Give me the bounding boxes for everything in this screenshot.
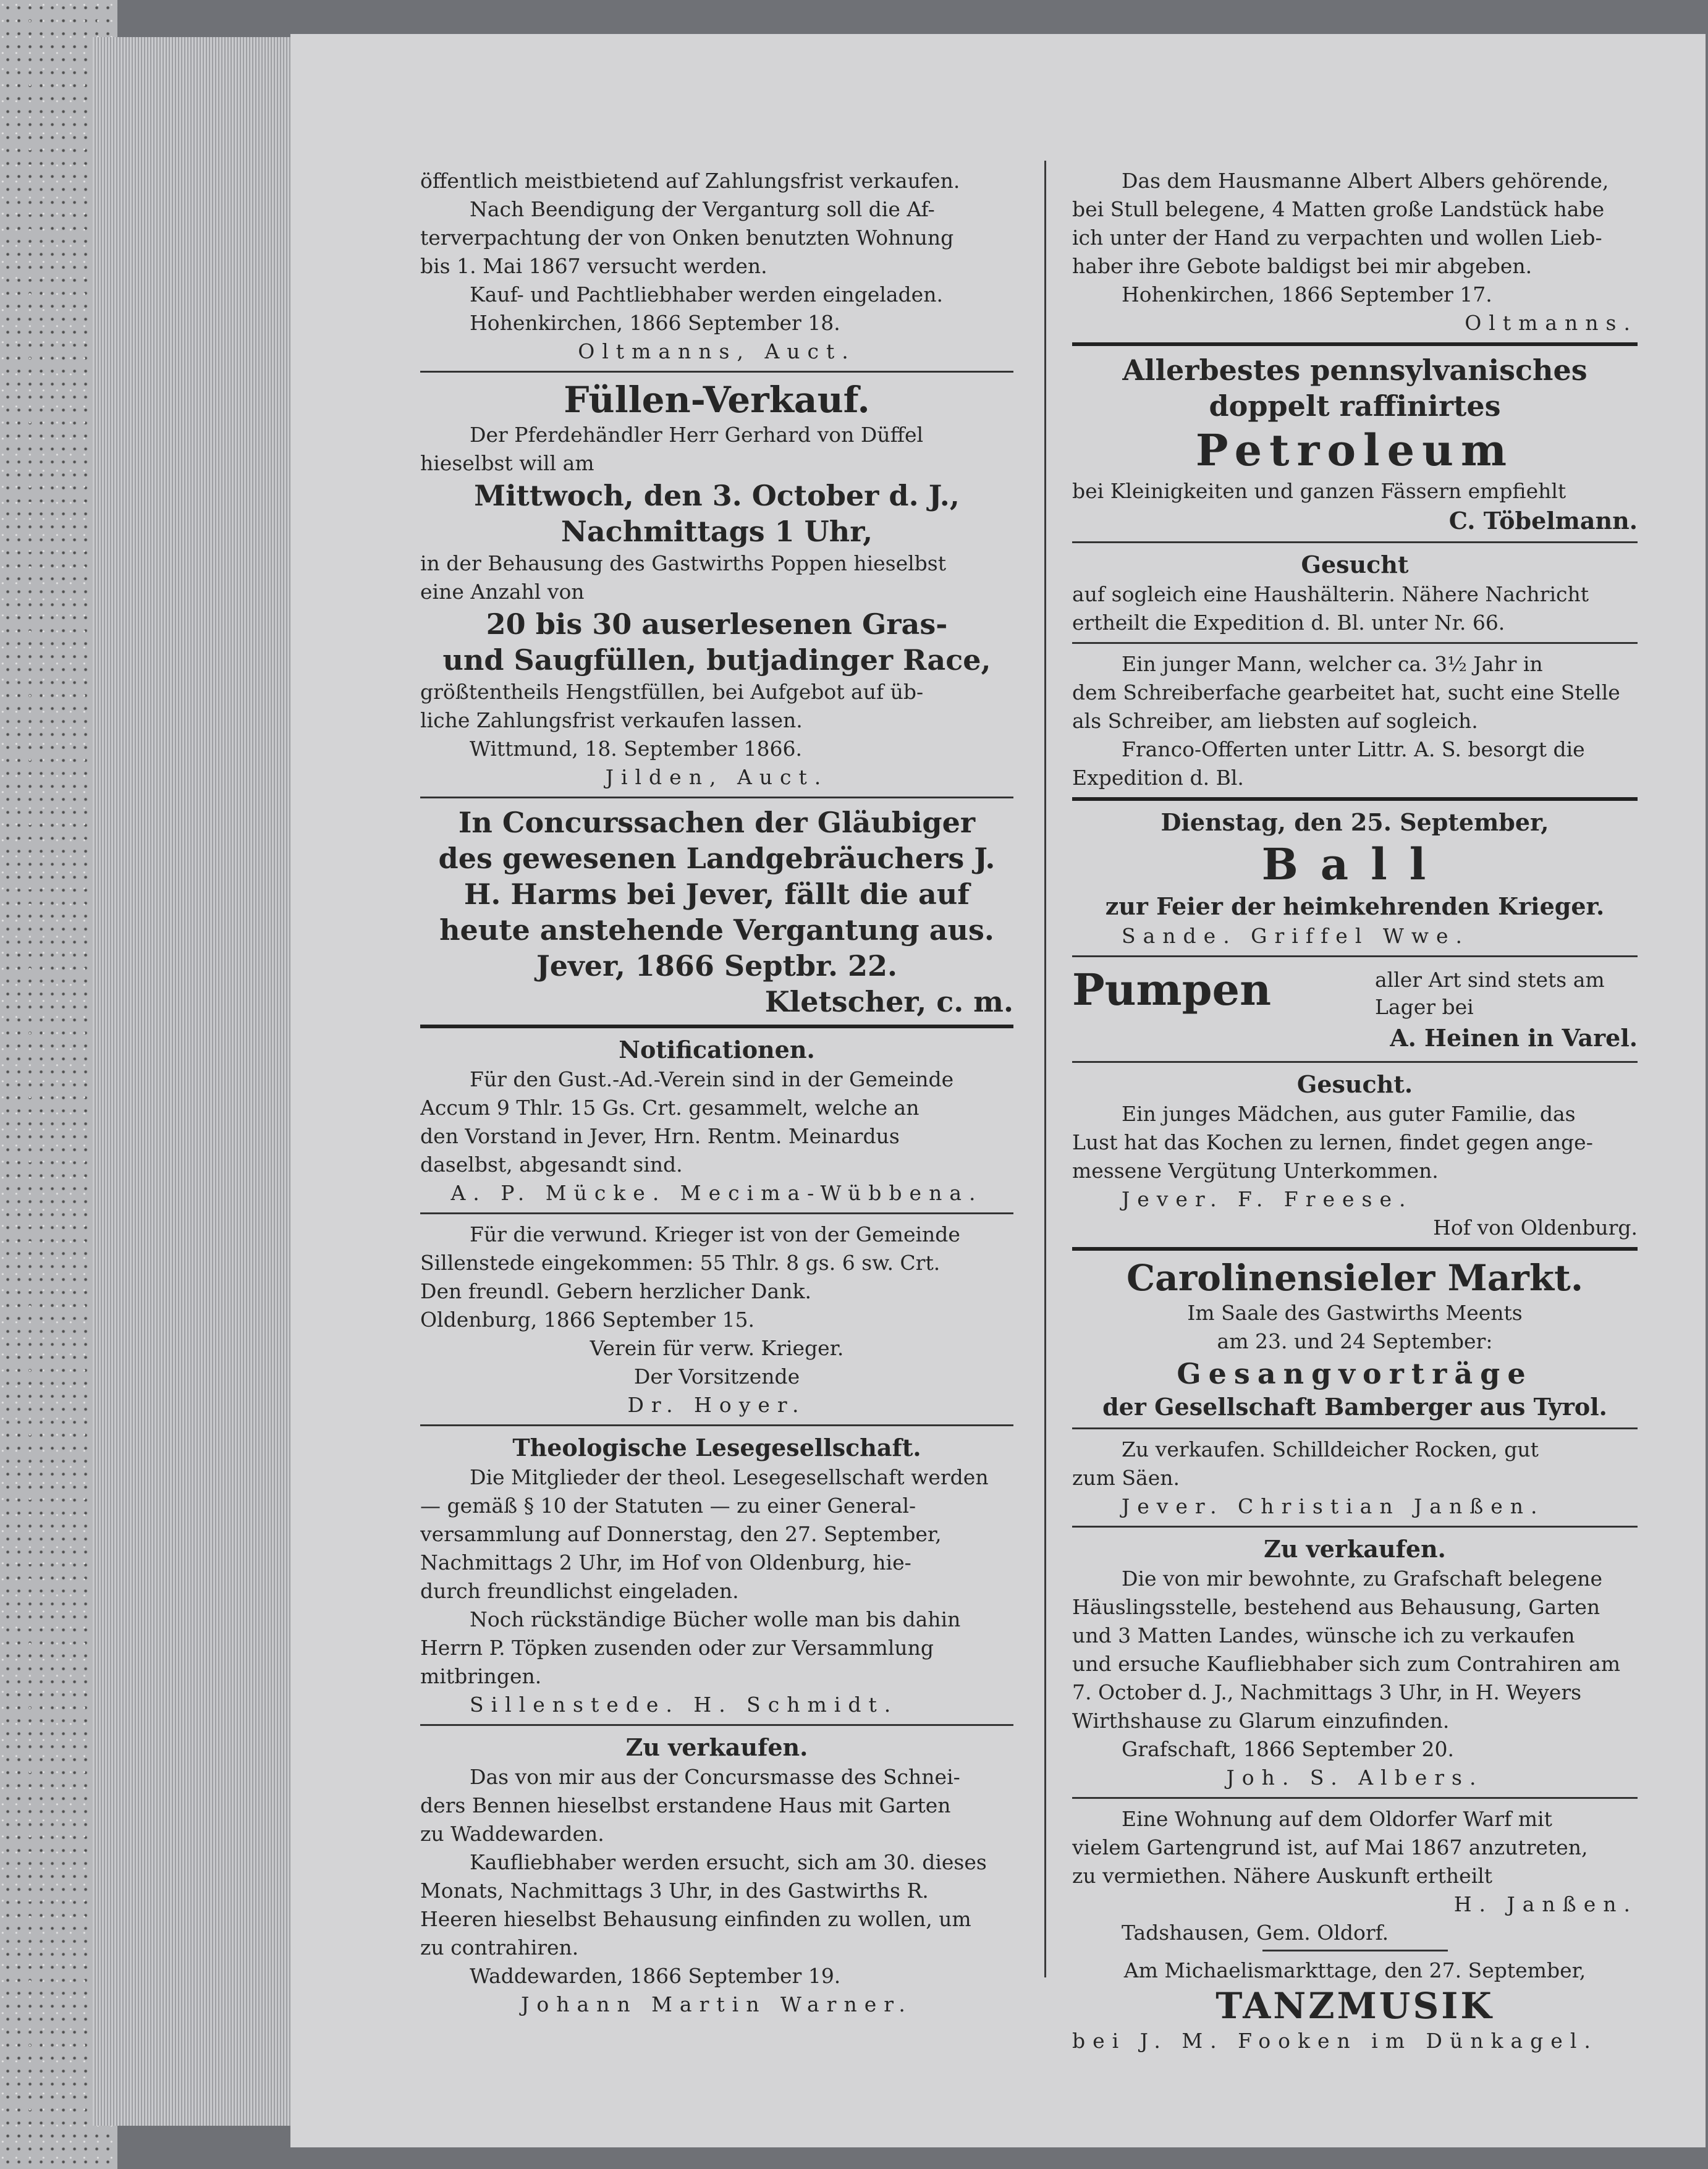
text-line: zu Waddewarden. xyxy=(420,1822,604,1846)
text-line: 7. October d. J., Nachmittags 3 Uhr, in H. Weyers xyxy=(1072,1680,1582,1704)
grafschaft-ad xyxy=(1072,1534,1638,1792)
text-line: Hohenkirchen, 1866 September 18. xyxy=(470,311,840,335)
text-line: bei Stull belegene, 4 Matten große Landstück habe xyxy=(1072,197,1605,221)
signature: H. Janßen. xyxy=(1453,1892,1638,1916)
product-name: Pumpen xyxy=(1072,964,1271,1015)
text-line: Heeren hieselbst Behausung einfinden zu wollen, um xyxy=(420,1907,971,1931)
right-column xyxy=(1072,167,1638,2055)
text-line: und ersuche Kaufliebhaber sich zum Contrahiren am xyxy=(1072,1652,1621,1676)
text-line: messene Vergütung Unterkommen. xyxy=(1072,1159,1439,1183)
text-line: Franco-Offerten unter Littr. A. S. besorgt die xyxy=(1122,737,1585,761)
text-line: Eine Wohnung auf dem Oldorfer Warf mit xyxy=(1122,1807,1552,1831)
text-line: Accum 9 Thlr. 15 Gs. Crt. gesammelt, welche an xyxy=(420,1096,920,1120)
continued-notice xyxy=(420,167,1013,366)
notifications xyxy=(420,1034,1013,1419)
headline: Jever, 1866 Septbr. 22. xyxy=(536,949,898,983)
text-line: aller Art sind stets am xyxy=(1375,968,1605,992)
signature: C. Töbelmann. xyxy=(1448,507,1638,535)
date-line: Dienstag, den 25. September, xyxy=(1161,808,1549,836)
text-line: Für die verwund. Krieger ist von der Gemeinde xyxy=(470,1222,960,1246)
text-line: Das dem Hausmanne Albert Albers gehörende, xyxy=(1122,169,1609,193)
separator xyxy=(420,1212,1013,1214)
headline: Allerbestes pennsylvanisches xyxy=(1122,353,1588,387)
headline: zur Feier der heimkehrenden Krieger. xyxy=(1105,892,1605,920)
text-line: öffentlich meistbietend auf Zahlungsfrist verkaufen. xyxy=(420,169,960,193)
signature: A. P. Mücke. Mecima-Wübbena. xyxy=(450,1181,983,1205)
separator xyxy=(420,797,1013,798)
tanzmusik-ad xyxy=(1072,1956,1638,2055)
text-line: Für den Gust.-Ad.-Verein sind in der Gemeinde xyxy=(470,1067,954,1091)
text-line: Tadshausen, Gem. Oldorf. xyxy=(1122,1921,1389,1945)
theologische-ad xyxy=(420,1432,1013,1719)
text-line: ertheilt die Expedition d. Bl. unter Nr. 66. xyxy=(1072,611,1505,635)
ball-ad xyxy=(1072,807,1638,950)
text-line: zu contrahiren. xyxy=(420,1935,579,1960)
text-line: ders Bennen hieselbst erstandene Haus mit Garten xyxy=(420,1793,951,1817)
text-line: Ein junger Mann, welcher ca. 3½ Jahr in xyxy=(1122,652,1543,676)
date-line: Mittwoch, den 3. October d. J., xyxy=(474,479,960,512)
headline: heute anstehende Vergantung aus. xyxy=(439,913,994,947)
text-line: Die von mir bewohnte, zu Grafschaft belegene xyxy=(1122,1566,1603,1591)
headline: der Gesellschaft Bamberger aus Tyrol. xyxy=(1102,1393,1607,1421)
headline: des gewesenen Landgebräuchers J. xyxy=(438,842,996,875)
separator xyxy=(420,1424,1013,1426)
text-line: Lager bei xyxy=(1375,995,1474,1019)
headline: In Concurssachen der Gläubiger xyxy=(458,806,976,839)
text-line: terverpachtung der von Onken benutzten Wohnung xyxy=(420,226,954,250)
text-line: eine Anzahl von xyxy=(420,580,585,604)
ad-title: Gesucht. xyxy=(1296,1070,1413,1098)
text-line: Ein junges Mädchen, aus guter Familie, das xyxy=(1122,1102,1576,1126)
petroleum-ad xyxy=(1072,352,1638,536)
gesucht-maedchen xyxy=(1072,1069,1638,1242)
signature: Oltmanns. xyxy=(1465,311,1638,335)
text-line: bis 1. Mai 1867 versucht werden. xyxy=(420,254,767,278)
text-line: zum Säen. xyxy=(1072,1466,1180,1490)
separator xyxy=(420,1025,1013,1028)
event-name: Ball xyxy=(1261,839,1448,890)
separator xyxy=(1072,342,1638,346)
text-line: Die Mitglieder der theol. Lesegesellschaft werden xyxy=(470,1465,989,1489)
text-line: Der Pferdehändler Herr Gerhard von Düffel xyxy=(470,423,924,447)
text-line: daselbst, abgesandt sind. xyxy=(420,1152,683,1177)
separator xyxy=(1072,797,1638,801)
time-line: Nachmittags 1 Uhr, xyxy=(560,515,873,548)
text-line: durch freundlichst eingeladen. xyxy=(420,1579,739,1603)
text-line: ich unter der Hand zu verpachten und wollen Lieb- xyxy=(1072,226,1602,250)
markt-ad xyxy=(1072,1257,1638,1423)
separator xyxy=(420,1724,1013,1726)
text-line: und 3 Matten Landes, wünsche ich zu verkaufen xyxy=(1072,1623,1575,1647)
text-line: — gemäß § 10 der Statuten — zu einer General- xyxy=(420,1494,916,1518)
text-line: als Schreiber, am liebsten auf sogleich. xyxy=(1072,709,1478,733)
text-line: Nach Beendigung der Verganturg soll die Af- xyxy=(470,197,935,221)
separator xyxy=(1072,955,1638,957)
signature: Oltmanns, Auct. xyxy=(578,339,856,363)
separator xyxy=(1072,1427,1638,1429)
signature: Jever. Christian Janßen. xyxy=(1122,1494,1545,1518)
left-column xyxy=(420,167,1013,2019)
separator xyxy=(1072,1247,1638,1251)
text-line: größtentheils Hengstfüllen, bei Aufgebot auf üb- xyxy=(420,680,924,704)
text-line: Lust hat das Kochen zu lernen, findet gegen ange- xyxy=(1072,1130,1593,1154)
text-line: Noch rückständige Bücher wolle man bis dahin xyxy=(470,1607,961,1631)
text-line: mitbringen. xyxy=(420,1664,542,1688)
headline: doppelt raffinirtes xyxy=(1209,389,1501,423)
ad-title: Gesucht xyxy=(1301,551,1409,578)
text-line: Waddewarden, 1866 September 19. xyxy=(470,1964,841,1988)
signature: A. Heinen in Varel. xyxy=(1390,1024,1638,1052)
text-line: am 23. und 24 September: xyxy=(1217,1329,1493,1353)
separator xyxy=(1072,1061,1638,1063)
column-divider xyxy=(1044,161,1046,1977)
text-line: vielem Gartengrund ist, auf Mai 1867 anzutreten, xyxy=(1072,1835,1588,1859)
page-stack xyxy=(93,37,297,2126)
text-line: Herrn P. Töpken zusenden oder zur Versammlung xyxy=(420,1636,934,1660)
signature: Kletscher, c. m. xyxy=(764,985,1013,1018)
text-line: Oldenburg, 1866 September 15. xyxy=(420,1308,755,1332)
separator xyxy=(1072,1526,1638,1528)
wohnung-ad xyxy=(1072,1805,1638,1947)
text-line: dem Schreiberfache gearbeitet hat, sucht eine Stelle xyxy=(1072,680,1620,704)
separator xyxy=(420,371,1013,373)
text-line: Nachmittags 2 Uhr, im Hof von Oldenburg, hie- xyxy=(420,1550,911,1575)
text-line: Grafschaft, 1866 September 20. xyxy=(1122,1737,1455,1761)
text-line: Sillenstede eingekommen: 55 Thlr. 8 gs. 6 sw. Crt. xyxy=(420,1251,941,1275)
gesucht-haushaelterin xyxy=(1072,549,1638,637)
text-line: in der Behausung des Gastwirths Poppen hieselbst xyxy=(420,551,946,575)
text-line: auf sogleich eine Haushälterin. Nähere Nachricht xyxy=(1072,582,1589,606)
separator xyxy=(1072,642,1638,644)
separator xyxy=(1262,1950,1448,1951)
text-line: Häuslingsstelle, bestehend aus Behausung, Garten xyxy=(1072,1595,1600,1619)
text-line: den Vorstand in Jever, Hrn. Rentm. Meinardus xyxy=(420,1124,900,1148)
ad-title: Zu verkaufen. xyxy=(625,1733,808,1761)
signature: Jever. F. Freese. xyxy=(1122,1187,1413,1211)
fuellen-ad xyxy=(420,379,1013,792)
text-line: hieselbst will am xyxy=(420,451,594,475)
rocken-ad xyxy=(1072,1435,1638,1521)
zu-verkaufen-ad xyxy=(420,1732,1013,2019)
headline: Gesangvorträge xyxy=(1177,1357,1533,1390)
signature: Jilden, Auct. xyxy=(605,765,829,789)
text-line: Das von mir aus der Concursmasse des Schnei- xyxy=(470,1765,960,1789)
separator xyxy=(1072,541,1638,543)
ad-title: Carolinensieler Markt. xyxy=(1126,1257,1584,1299)
section-title: Notificationen. xyxy=(619,1036,815,1063)
text-line: bei Kleinigkeiten und ganzen Fässern empfiehlt xyxy=(1072,479,1566,503)
ad-title: Zu verkaufen. xyxy=(1264,1535,1446,1563)
headline: und Saugfüllen, butjadinger Race, xyxy=(442,643,991,677)
text-line: Wirthshause zu Glarum einzufinden. xyxy=(1072,1709,1450,1733)
text-line: Zu verkaufen. Schilldeicher Rocken, gut xyxy=(1122,1437,1539,1461)
concurs-notice xyxy=(420,805,1013,1020)
pumpen-ad xyxy=(1072,963,1638,1056)
text-line: Verein für verw. Krieger. xyxy=(590,1336,844,1360)
text-line: Kauf- und Pachtliebhaber werden eingeladen. xyxy=(470,282,943,307)
text-line: haber ihre Gebote baldigst bei mir abgeben. xyxy=(1072,254,1533,278)
text-line: Monats, Nachmittags 3 Uhr, in des Gastwirths R. xyxy=(420,1879,929,1903)
signature: Dr. Hoyer. xyxy=(627,1393,806,1417)
text-line: Der Vorsitzende xyxy=(633,1364,800,1389)
albers-notice xyxy=(1072,167,1638,337)
separator xyxy=(1072,1797,1638,1799)
headline: 20 bis 30 auserlesenen Gras- xyxy=(486,607,948,641)
text-line: Den freundl. Gebern herzlicher Dank. xyxy=(420,1279,811,1303)
headline: H. Harms bei Jever, fällt die auf xyxy=(463,877,970,911)
ad-title: Theologische Lesegesellschaft. xyxy=(512,1434,921,1461)
text-line: Wittmund, 18. September 1866. xyxy=(470,737,803,761)
text-line: liche Zahlungsfrist verkaufen lassen. xyxy=(420,708,803,732)
text-line: zu vermiethen. Nähere Auskunft ertheilt xyxy=(1072,1864,1493,1888)
text-line: versammlung auf Donnerstag, den 27. September, xyxy=(420,1522,942,1546)
text-line: Hof von Oldenburg. xyxy=(1433,1216,1638,1240)
text-line: Expedition d. Bl. xyxy=(1072,766,1244,790)
signature: Sillenstede. H. Schmidt. xyxy=(470,1693,898,1717)
signature: Joh. S. Albers. xyxy=(1226,1765,1484,1790)
ad-title: Füllen-Verkauf. xyxy=(564,379,870,421)
signature: Sande. Griffel Wwe. xyxy=(1122,924,1470,948)
text-line: Kaufliebhaber werden ersucht, sich am 30. dieses xyxy=(470,1850,987,1874)
product-name: Petroleum xyxy=(1195,425,1515,476)
junger-mann-ad xyxy=(1072,650,1638,792)
text-line: Im Saale des Gastwirths Meents xyxy=(1187,1301,1523,1325)
text-line: Hohenkirchen, 1866 September 17. xyxy=(1122,282,1492,307)
signature: Johann Martin Warner. xyxy=(521,1992,913,2016)
event-name: TANZMUSIK xyxy=(1215,1985,1494,2027)
signature: bei J. M. Fooken im Dünkagel. xyxy=(1072,2029,1598,2053)
text-line: Am Michaelismarkttage, den 27. September, xyxy=(1123,1958,1586,1982)
